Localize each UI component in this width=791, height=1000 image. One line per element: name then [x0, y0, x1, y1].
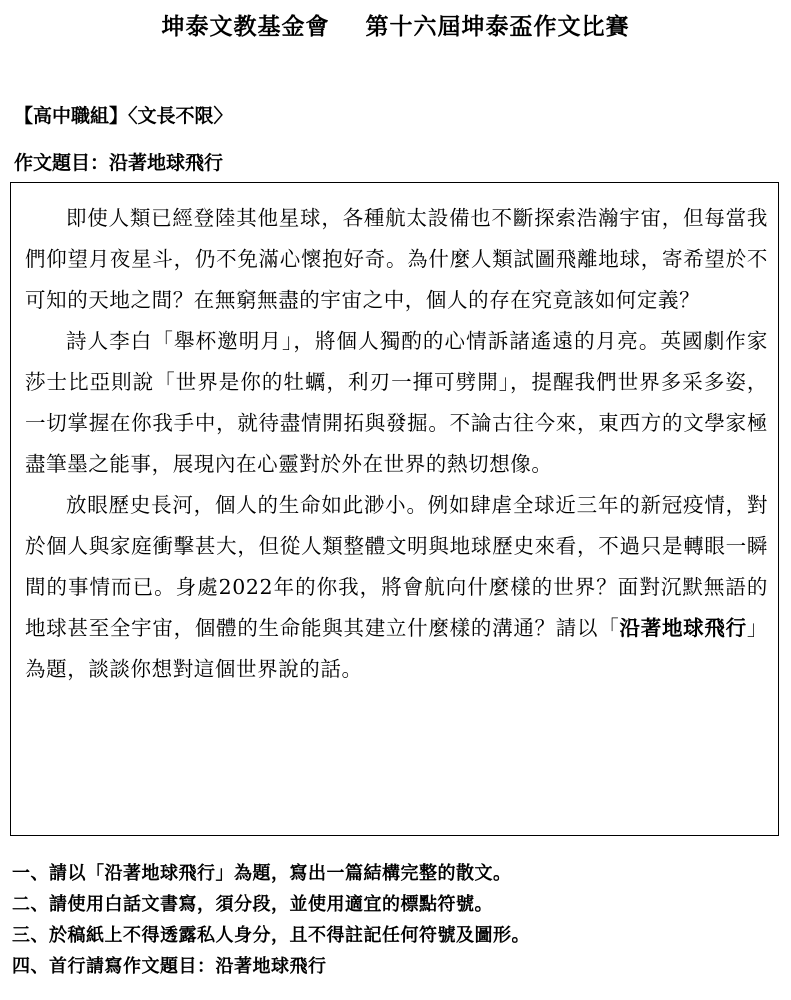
prompt-box: [10, 182, 779, 836]
prompt-paragraph-1: 即使人類已經登陸其他星球，各種航太設備也不斷探索浩瀚宇宙，但每當我們仰望月夜星斗，仍不免滿心懷抱好奇。為什麼人類試圖飛離地球，寄希望於不可知的天地之間？在無窮無盡的宇宙之中，個人的存在究竟該如何定義？: [25, 206, 768, 312]
foundation-name: 坤泰文教基金會: [161, 13, 330, 40]
topic-title: 沿著地球飛行: [109, 152, 224, 174]
length-requirement: 〈文長不限〉: [128, 105, 233, 127]
instruction-item-2: 二、請使用白話文書寫，須分段，並使用適宜的標點符號。: [12, 894, 493, 915]
prompt-paragraph-3-ending: 」為題，談談你想對這個世界說的話。: [25, 616, 768, 681]
group-label: 【高中職組】: [14, 105, 129, 127]
instruction-item-3: 三、於稿紙上不得透露私人身分，且不得註記任何符號及圖形。: [12, 925, 530, 946]
instructions-list: [12, 858, 782, 982]
prompt-paragraph-2: 詩人李白「舉杯邀明月」，將個人獨酌的心情訴諸遙遠的月亮。英國劇作家莎士比亞則說「世界是你的牡蠣，利刃一揮可劈開」，提醒我們世界多采多姿，一切掌握在你我手中，就待盡情開拓與發掘。不論古往今來，東西方的文學家極盡筆墨之能事，展現內在心靈對於外在世界的熱切想像。: [25, 329, 768, 476]
page-header: [0, 8, 791, 41]
topic-label: 作文題目：: [14, 152, 110, 174]
prompt-topic-emphasis: 沿著地球飛行: [619, 616, 747, 640]
instruction-item-4: 四、首行請寫作文題目：沿著地球飛行: [12, 956, 327, 977]
contest-name: 第十六屆坤泰盃作文比賽: [365, 13, 630, 40]
prompt-paragraph-3: [25, 485, 768, 690]
group-line: [14, 101, 233, 128]
topic-line: [14, 148, 223, 175]
instruction-item-1: 一、請以「沿著地球飛行」為題，寫出一篇結構完整的散文。: [12, 863, 512, 884]
prompt-paragraph-3-text: 放眼歷史長河，個人的生命如此渺小。例如肆虐全球近三年的新冠疫情，對於個人與家庭衝擊甚大，但從人類整體文明與地球歷史來看，不過只是轉眼一瞬間的事情而已。身處2022年的你我，將會航向什麼樣的世界？面對沉默無語的地球甚至全宇宙，個體的生命能與其建立什麼樣的溝通？請以「: [25, 493, 768, 640]
